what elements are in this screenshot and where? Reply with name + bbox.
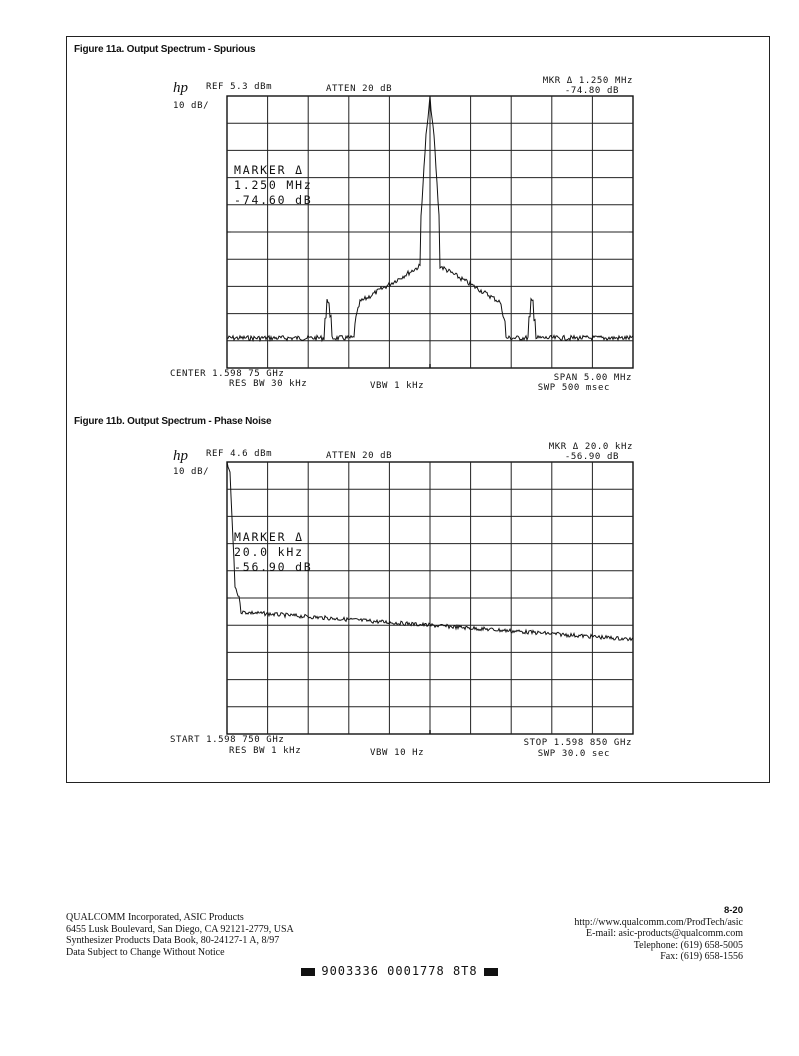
sweep-time: SWP 30.0 sec [537,749,610,759]
center-frequency: CENTER 1.598 75 GHz [170,369,285,379]
stop-frequency: STOP 1.598 850 GHz [523,738,632,748]
hp-logo: hp [173,448,188,464]
hp-logo: hp [173,80,188,96]
marker-box-title: MARKER Δ [234,530,304,544]
start-frequency: START 1.598 750 GHz [170,735,285,745]
page-number: 8-20 [723,905,743,916]
sweep-time: SWP 500 msec [537,383,610,393]
marker-box-freq: 20.0 kHz [234,545,304,559]
resolution-bandwidth: RES BW 1 kHz [229,746,302,756]
scale-label: 10 dB/ [173,101,210,111]
attenuation: ATTEN 20 dB [326,84,393,94]
ref-level: REF 4.6 dBm [206,449,273,459]
footer-contact [574,905,743,963]
figure-11b-caption: Figure 11b. Output Spectrum - Phase Noise [74,416,272,427]
ref-level: REF 5.3 dBm [206,82,273,92]
footer-address [66,912,294,958]
marker-box [234,530,313,575]
marker-box-freq: 1.250 MHz [234,178,313,192]
barcode-text: 9003336 0001778 8T8 [321,964,478,978]
marker-readout-freq: MKR Δ 1.250 MHz [542,76,633,86]
marker-box [234,163,313,208]
marker-readout-level: -56.90 dB [564,452,619,462]
footer-street: 6455 Lusk Boulevard, San Diego, CA 92121-2779, USA [66,923,294,935]
spectrum-plot-phase-noise [227,462,633,734]
footer-telephone: Telephone: (619) 658-5005 [633,939,743,951]
marker-box-level: -56.90 dB [234,560,313,574]
spectrum-plot-spurious [227,96,633,368]
barcode-block [301,968,315,976]
scale-label: 10 dB/ [173,467,210,477]
video-bandwidth: VBW 1 kHz [370,381,425,391]
footer-url: http://www.qualcomm.com/ProdTech/asic [574,916,743,928]
footer-fax: Fax: (619) 658-1556 [660,951,743,962]
footer-notice: Data Subject to Change Without Notice [66,946,225,958]
marker-readout-level: -74.80 dB [564,86,619,96]
video-bandwidth: VBW 10 Hz [370,748,425,758]
marker-readout-freq: MKR Δ 20.0 kHz [548,442,633,452]
barcode-block [484,968,498,976]
footer-email: E-mail: asic-products@qualcomm.com [586,928,743,939]
span-label: SPAN 5.00 MHz [553,373,632,383]
footer-company: QUALCOMM Incorporated, ASIC Products [66,912,244,923]
barcode [0,964,799,978]
marker-box-title: MARKER Δ [234,163,304,177]
attenuation: ATTEN 20 dB [326,451,393,461]
resolution-bandwidth: RES BW 30 kHz [229,379,308,389]
footer-databook: Synthesizer Products Data Book, 80-24127-1 A, 8/97 [66,935,280,946]
figure-11a-caption: Figure 11a. Output Spectrum - Spurious [74,44,256,55]
marker-box-level: -74.60 dB [234,193,313,207]
